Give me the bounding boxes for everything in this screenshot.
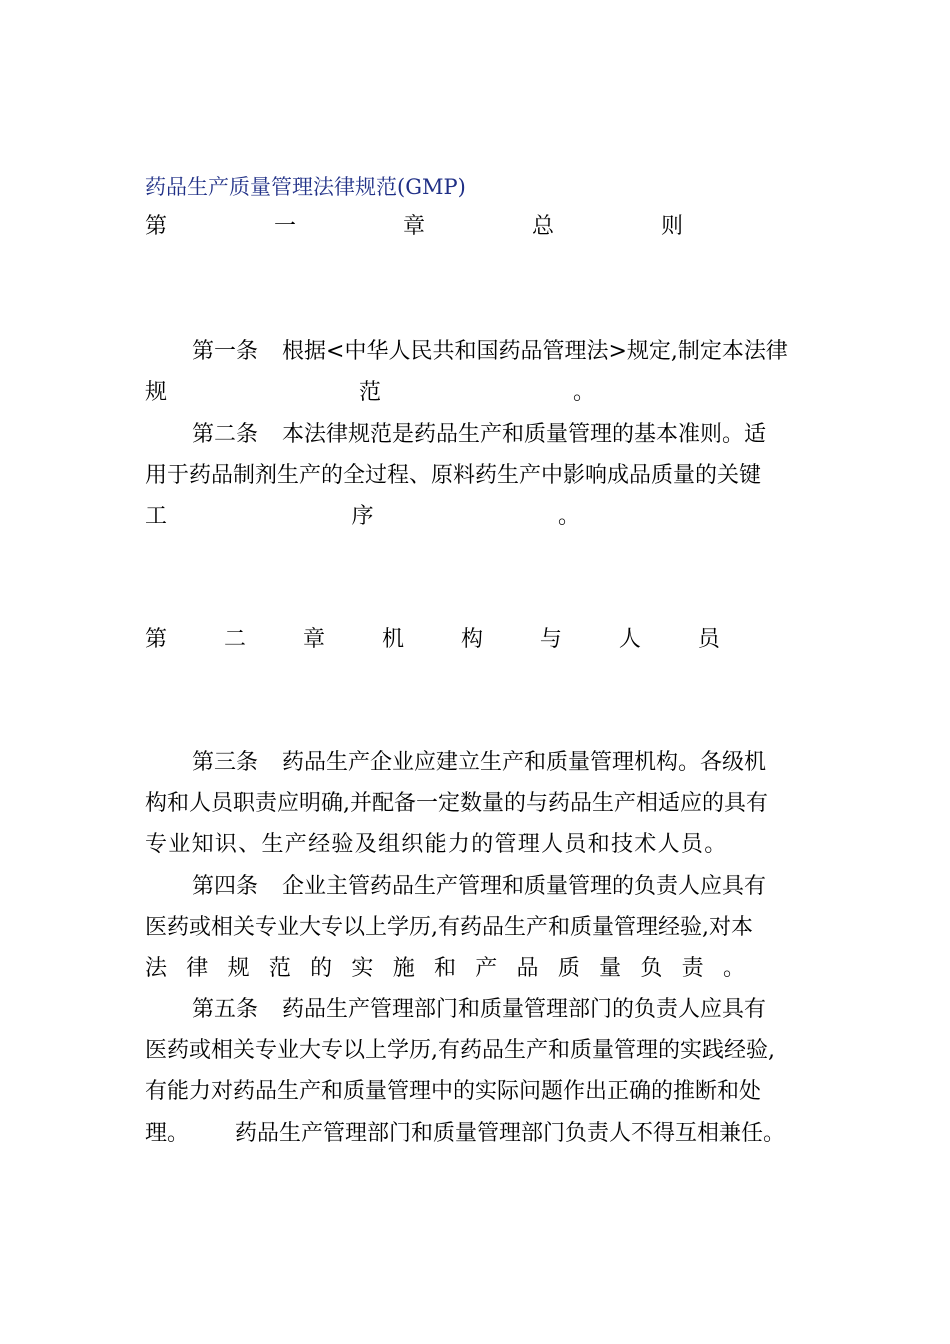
article-5-line-3: 有能力对药品生产和质量管理中的实际问题作出正确的推断和处: [145, 1079, 762, 1104]
heading-char: 第: [145, 214, 168, 239]
article-text: 药品生产企业应建立生产和质量管理机构。各级机: [282, 750, 767, 775]
spread-char: 法: [145, 956, 168, 981]
article-5-line-4: [145, 1119, 807, 1149]
article-5-line-2: 医药或相关专业大专以上学历,有药品生产和质量管理的实践经验,: [145, 1038, 775, 1063]
article-label: 第二条: [192, 422, 259, 447]
article-5-line-1: [192, 995, 807, 1025]
article-2-line-3: [145, 502, 580, 532]
heading-char: 章: [402, 214, 425, 239]
article-1-line-2: [145, 378, 595, 408]
article-4-line-2: 医药或相关专业大专以上学历,有药品生产和质量管理经验,对本: [145, 915, 753, 940]
article-2-line-1: [192, 420, 807, 450]
article-3-line-3: 专业知识、生产经验及组织能力的管理人员和技术人员。: [145, 832, 728, 857]
spread-char: 实: [351, 956, 374, 981]
article-4-line-3: [145, 954, 745, 984]
spread-char: 和: [433, 956, 456, 981]
spread-char: 质: [557, 956, 580, 981]
article-label: 第四条: [192, 874, 259, 899]
heading-char: 总: [531, 214, 554, 239]
spread-char: 品: [516, 956, 539, 981]
heading-char: 员: [697, 627, 720, 652]
heading-char: 机: [381, 627, 404, 652]
heading-char: 人: [618, 627, 641, 652]
spread-char: 负: [640, 956, 663, 981]
article-text: 药品生产管理部门和质量管理部门负责人不得互相兼任。: [235, 1121, 786, 1146]
heading-char: 与: [539, 627, 562, 652]
document-title: 药品生产质量管理法律规范(GMP): [145, 175, 466, 199]
spread-char: 。: [722, 956, 745, 981]
spread-char: 责: [681, 956, 704, 981]
article-text: 根据<中华人民共和国药品管理法>规定,制定本法律: [282, 339, 788, 364]
spread-char: 律: [186, 956, 209, 981]
spread-char: 施: [392, 956, 415, 981]
article-2-line-2: 用于药品制剂生产的全过程、原料药生产中影响成品质量的关键: [145, 463, 762, 488]
article-4-line-1: [192, 872, 807, 902]
article-text: 理。: [145, 1121, 190, 1146]
spread-char: 。: [557, 504, 580, 529]
article-label: 第五条: [192, 997, 259, 1022]
spread-char: 工: [145, 504, 168, 529]
article-label: 第三条: [192, 750, 259, 775]
spread-char: 的: [310, 956, 333, 981]
chapter-1-heading: [145, 212, 683, 242]
spread-char: 量: [599, 956, 622, 981]
spread-char: 范: [358, 380, 381, 405]
spread-char: 规: [145, 380, 168, 405]
spread-char: 产: [475, 956, 498, 981]
heading-char: 构: [460, 627, 483, 652]
spread-char: 序: [351, 504, 374, 529]
article-3-line-1: [192, 748, 807, 778]
article-1-line-1: [192, 337, 807, 367]
article-text: 企业主管药品生产管理和质量管理的负责人应具有: [282, 874, 767, 899]
spread-char: 范: [268, 956, 291, 981]
article-text: 本法律规范是药品生产和质量管理的基本准则。适: [282, 422, 767, 447]
heading-char: 二: [223, 627, 246, 652]
chapter-2-heading: [145, 625, 720, 655]
heading-char: 章: [302, 627, 325, 652]
heading-char: 则: [660, 214, 683, 239]
article-3-line-2: 构和人员职责应明确,并配备一定数量的与药品生产相适应的具有: [145, 791, 768, 816]
spread-char: 规: [227, 956, 250, 981]
heading-char: 一: [273, 214, 296, 239]
article-text: 药品生产管理部门和质量管理部门的负责人应具有: [282, 997, 767, 1022]
article-label: 第一条: [192, 339, 259, 364]
heading-char: 第: [145, 627, 168, 652]
spread-char: 。: [572, 380, 595, 405]
